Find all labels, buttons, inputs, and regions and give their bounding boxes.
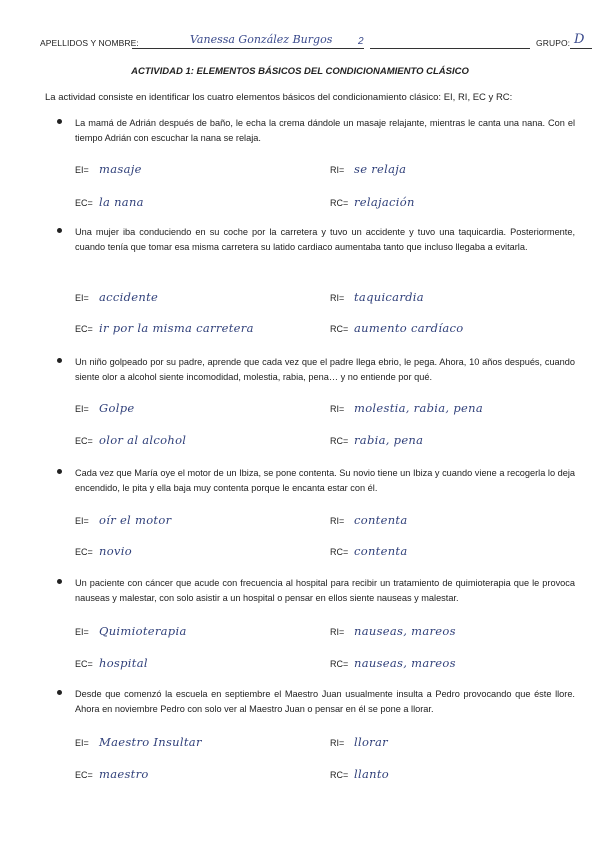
ei-answer: EI= oír el motor (75, 513, 172, 527)
group-value: D (574, 32, 585, 47)
ei-answer: EI= Maestro Insultar (75, 735, 202, 749)
group-line (570, 48, 592, 49)
ei-answer: EI= Golpe (75, 401, 135, 415)
ri-answer: RI= taquicardia (330, 290, 424, 304)
ei-answer: EI= accidente (75, 290, 159, 304)
name-line (132, 48, 364, 49)
group-label: GRUPO: (536, 38, 571, 48)
ec-answer: EC= maestro (75, 767, 149, 781)
ei-answer: EI= masaje (75, 162, 142, 176)
ri-answer: RI= llorar (330, 735, 388, 749)
bullet (57, 469, 62, 474)
bullet (57, 690, 62, 695)
bullet (57, 228, 62, 233)
ei-answer: EI= Quimioterapia (75, 624, 187, 638)
ri-answer: RI= molestia, rabia, pena (330, 401, 483, 415)
rc-answer: RC= contenta (330, 544, 408, 558)
student-header (40, 32, 585, 52)
rc-answer: RC= relajación (330, 195, 415, 209)
ec-answer: EC= novio (75, 544, 132, 558)
exercise-text: Una mujer iba conduciendo en su coche por la carretera y tuvo un accidente y tuvo una taquicardia. Posteriormente, cuando tenía que tomar esa misma carretera su latido cardiaco aumentaba tanto que incluso llegaba a evitarla. (75, 227, 575, 252)
ec-answer: EC= la nana (75, 195, 144, 209)
ec-answer: EC= hospital (75, 656, 148, 670)
ri-answer: RI= contenta (330, 513, 408, 527)
activity-title: ACTIVIDAD 1: ELEMENTOS BÁSICOS DEL CONDICIONAMIENTO CLÁSICO (131, 66, 469, 77)
exercise-text: Cada vez que María oye el motor de un Ibiza, se pone contenta. Su novio tiene un Ibiza y cuando viene a recogerla lo deja encendido, le pita y ella baja muy contenta porque le encanta estar con él. (75, 468, 575, 493)
ri-answer: RI= se relaja (330, 162, 407, 176)
rc-answer: RC= llanto (330, 767, 389, 781)
rc-answer: RC= rabia, pena (330, 433, 424, 447)
student-name: Vanessa González Burgos (190, 33, 333, 46)
intro-text: La actividad consiste en identificar los cuatro elementos básicos del condicionamiento clásico: EI, RI, EC y RC: (45, 92, 513, 103)
ec-answer: EC= olor al alcohol (75, 433, 187, 447)
name-line-extension (370, 48, 530, 49)
ri-answer: RI= nauseas, mareos (330, 624, 456, 638)
ec-answer: EC= ir por la misma carretera (75, 321, 254, 335)
bullet (57, 358, 62, 363)
rc-answer: RC= nauseas, mareos (330, 656, 456, 670)
name-label: APELLIDOS Y NOMBRE: (40, 38, 139, 48)
exercise-text: Un niño golpeado por su padre, aprende que cada vez que el padre llega ebrio, le pega. Ahora, 10 años después, cuando siente olor a alcohol siente incomodidad, molestia, rabia, pena… y no entiende por qué. (75, 357, 575, 382)
exercise-text: Desde que comenzó la escuela en septiembre el Maestro Juan usualmente insulta a Pedro provocando que éste llore. Ahora en noviembre Pedro con solo ver al Maestro Juan o pensar en él se pone a llorar. (75, 689, 575, 714)
student-number: 2 (358, 36, 364, 47)
exercise-text: Un paciente con cáncer que acude con frecuencia al hospital para recibir un tratamiento de quimioterapia que le provoca nauseas y malestar, con solo asistir a un hospital o pensar en ellos siente nauseas y malestar. (75, 578, 575, 603)
exercise-text: La mamá de Adrián después de baño, le echa la crema dándole un masaje relajante, mientras le canta una nana. Con el tiempo Adrián con escuchar la nana se relaja. (75, 118, 575, 143)
bullet (57, 119, 62, 124)
rc-answer: RC= aumento cardíaco (330, 321, 464, 335)
bullet (57, 579, 62, 584)
